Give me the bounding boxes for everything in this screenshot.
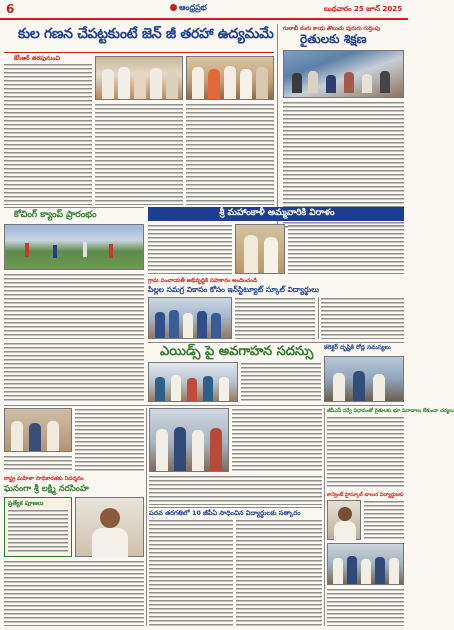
left-bottom-kicker: రాష్ట్ర మహిళా సాధికారతకు నిదర్శనం (4, 476, 84, 482)
right-top-photo (283, 50, 404, 98)
left-lower-article-text-2 (4, 455, 72, 472)
center-lower-article-text (232, 408, 322, 472)
paper-name: ఆంధ్రప్రభ (179, 3, 207, 12)
bottom-center-article-text-1 (149, 519, 233, 626)
aids-photo (148, 362, 238, 402)
aids-headline: ఎయిడ్స్ పై అవగాహన సదస్సు (160, 344, 314, 359)
mid-photo-1 (235, 224, 285, 274)
left-top-byline: కేసీఆర్ తరపునుంచి (14, 55, 60, 62)
center-top-photo-1 (95, 56, 183, 100)
sports-article-text (4, 273, 144, 339)
center-lower-photo (149, 408, 229, 472)
page-date: బుధవారం 25 జూన్ 2025 (323, 5, 402, 13)
center-top-article-text-2 (186, 103, 274, 205)
center-top-photo-2 (186, 56, 274, 100)
mid-subheadline-2: పిల్లల సమగ్ర వికాసం కోసం ఇన్‌స్టిట్యూట్ స్కూల్ విద్యార్థులు (148, 285, 320, 294)
center-lower-article-text-2 (149, 475, 322, 505)
left-bottom-box-text (8, 509, 68, 554)
mid-headline: శ్రీ మహాంకాళీ అమ్మవారికి విరాళం (219, 208, 335, 218)
center-top-article-text-1 (95, 103, 183, 205)
bottom-right-group-photo (327, 543, 404, 585)
left-bottom-box-label: ప్రత్యేక పూజలు (8, 500, 44, 507)
lower-divider-1 (146, 408, 147, 626)
left-bottom-article-text (4, 560, 144, 626)
mid-subheadline-1: గ్రామ పంచాయతీ అభివృద్ధికి సహకారం అందించండి (148, 278, 258, 284)
sports-headline: కోచింగ్ క్యాంప్ ప్రారంభం (14, 210, 97, 220)
aids-article-text (241, 362, 321, 402)
newspaper-masthead-icon (170, 4, 177, 11)
mid-article-text-3 (235, 297, 315, 339)
left-top-article-text (4, 63, 92, 205)
sports-photo (4, 224, 144, 270)
banner-rule (4, 52, 274, 53)
right-top-kicker: గులాబీ రంగు కాయ తొలుచు పురుగు గుర్తింపు (283, 26, 381, 32)
newspaper-masthead (170, 3, 207, 14)
sports-rule (4, 207, 144, 208)
bottom-right-portrait (327, 500, 361, 540)
bottom-center-headline: పదవ తరగతిలో 10 జీపీఏ సాధించిన విద్యార్థులకు సత్కారం (149, 509, 301, 517)
left-mid-article-text (4, 342, 144, 402)
banner-headline: కుల గణన చేపట్టకుంటే జెన్ జీ తరహా ఉద్యమమే (18, 26, 274, 42)
mid-article-text-4 (321, 297, 404, 339)
page-number: 6 (6, 2, 15, 16)
left-bottom-headline: ఘనంగా శ్రీ లక్ష్మి నరసింహ (4, 484, 89, 494)
mid-photo-2 (148, 297, 232, 339)
left-lower-photo (4, 408, 72, 452)
mid-article-text-2 (288, 224, 404, 274)
collector-photo (324, 356, 404, 402)
column-divider-right-top (277, 24, 278, 232)
left-bottom-portrait (75, 497, 144, 557)
aids-rule (148, 342, 404, 343)
page-header (0, 0, 408, 20)
right-top-headline: రైతులకు శిక్షణ (300, 32, 367, 46)
bottom-right-article-text-2 (364, 500, 404, 540)
left-bottom-box (4, 497, 72, 557)
bottom-right-article-text-1 (327, 416, 404, 488)
mid-article-text-1 (148, 224, 232, 274)
bottom-right-subheadline: కాన్వెంట్ హైస్కూల్ బాలుర విద్యార్థులకు (327, 492, 404, 498)
bottom-center-article-text-2 (236, 519, 322, 626)
left-lower-article-text (75, 408, 144, 472)
bottom-right-headline: జీపీఎస్ సర్వే విధానంతో రైతులకు భూ వివాదాలు లేకుండా చర్యలు (327, 408, 454, 414)
lower-rule (4, 405, 404, 406)
bottom-right-article-text-3 (327, 588, 404, 626)
bottom-center-rule (149, 507, 322, 508)
mid-column-divider (318, 297, 319, 339)
collector-headline: కలెక్టర్ దృష్టికి రోడ్ల సమస్యలు (324, 344, 391, 351)
lower-divider-2 (324, 408, 325, 626)
